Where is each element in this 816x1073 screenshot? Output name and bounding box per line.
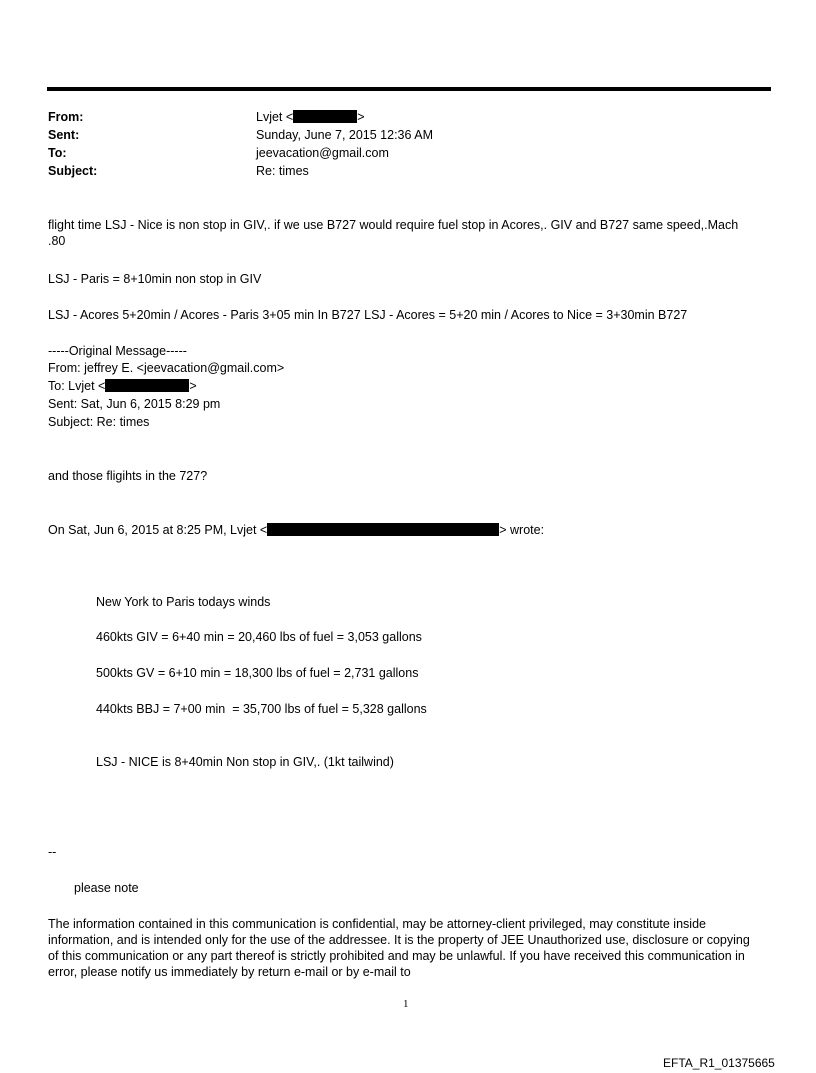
sent-label: Sent: (48, 128, 80, 142)
quoted-line-2: 460kts GIV = 6+40 min = 20,460 lbs of fuel = 3,053 gallons (96, 630, 422, 644)
top-rule (47, 87, 771, 91)
subject-label: Subject: (48, 164, 98, 178)
original-from: From: jeffrey E. <jeevacation@gmail.com> (48, 361, 285, 375)
quote-prefix: On Sat, Jun 6, 2015 at 8:25 PM, Lvjet < (48, 523, 268, 537)
from-value-text: Lvjet < (256, 110, 294, 124)
original-to (48, 378, 197, 394)
quote-attribution (48, 522, 544, 538)
original-sent: Sent: Sat, Jun 6, 2015 8:29 pm (48, 397, 221, 411)
quote-suffix: > wrote: (499, 523, 545, 537)
redaction-bar (267, 523, 499, 536)
original-subject: Subject: Re: times (48, 415, 150, 429)
to-value: jeevacation@gmail.com (256, 146, 389, 160)
quoted-line-3: 500kts GV = 6+10 min = 18,300 lbs of fuel = 2,731 gallons (96, 666, 419, 680)
original-to-prefix: To: Lvjet < (48, 379, 106, 393)
from-value-end: > (357, 110, 365, 124)
original-to-suffix: > (189, 379, 197, 393)
quoted-line-1: New York to Paris todays winds (96, 595, 271, 609)
disclaimer: The information contained in this communication is confidential, may be attorney-client privileged, may constitute inside information, and is intended only for the use of the addressee. It is the property of JEE Unauthorized use, disclosure or copying of this communication or any part thereof is strictly prohibited and may be unlawful. If you have received this communication in error, please notify us immediately by return e-mail or by e-mail to (48, 917, 750, 979)
page-number: 1 (403, 998, 409, 1010)
document-id: EFTA_R1_01375665 (663, 1056, 775, 1070)
sent-value: Sunday, June 7, 2015 12:36 AM (256, 128, 433, 142)
subject-value: Re: times (256, 164, 309, 178)
quoted-line-4: 440kts BBJ = 7+00 min = 35,700 lbs of fuel = 5,328 gallons (96, 702, 427, 716)
redaction-bar (293, 110, 357, 123)
redaction-bar (105, 379, 189, 392)
body-paragraph-2: LSJ - Paris = 8+10min non stop in GIV (48, 272, 262, 286)
original-question: and those fligihts in the 727? (48, 469, 208, 483)
to-label: To: (48, 146, 67, 160)
please-note: please note (74, 881, 139, 895)
from-value (256, 109, 365, 125)
from-label: From: (48, 110, 84, 124)
quoted-line-5: LSJ - NICE is 8+40min Non stop in GIV,. (1kt tailwind) (96, 755, 394, 769)
body-paragraph-3: LSJ - Acores 5+20min / Acores - Paris 3+05 min In B727 LSJ - Acores = 5+20 min / Acores to Nice = 3+30min B727 (48, 308, 688, 322)
signature-separator: -- (48, 845, 57, 859)
original-divider: -----Original Message----- (48, 344, 187, 358)
body-paragraph-1: flight time LSJ - Nice is non stop in GIV,. if we use B727 would require fuel stop in Acores,. GIV and B727 same speed,.Mach .80 (48, 218, 739, 248)
